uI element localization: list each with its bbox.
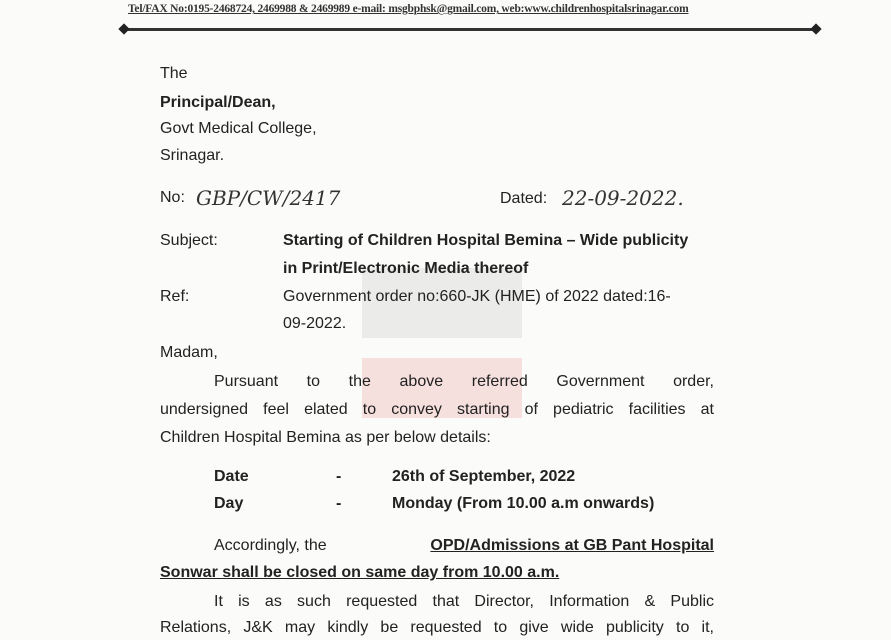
para-line: undersigned feel elated to convey starting of pediatric facilities at <box>160 401 714 418</box>
address-line: Srinagar. <box>160 147 225 164</box>
para-line: Children Hospital Bemina as per below details: <box>160 429 491 446</box>
detail-sep: - <box>336 495 342 512</box>
para-emphasis: OPD/Admissions at GB Pant Hospital <box>430 537 714 554</box>
detail-value: 26th of September, 2022 <box>392 468 576 485</box>
no-label: No: <box>160 189 185 206</box>
address-line: The <box>160 65 188 82</box>
detail-value: Monday (From 10.00 a.m onwards) <box>392 495 655 512</box>
ref-line: Government order no:660-JK (HME) of 2022 dated:16- <box>283 288 671 305</box>
detail-label: Date <box>214 468 249 485</box>
para-emphasis: Sonwar shall be closed on same day from 10.00 a.m. <box>160 564 560 581</box>
dated-label: Dated: <box>500 190 548 207</box>
para-line <box>214 536 714 556</box>
ref-label: Ref: <box>160 288 190 305</box>
salutation: Madam, <box>160 344 218 361</box>
para-line: Pursuant to the above referred Government order, <box>214 373 714 390</box>
dated-value: 22-09-2022. <box>562 186 684 210</box>
no-value: GBP/CW/2417 <box>196 186 341 210</box>
letterhead-contact: Tel/FAX No:0195-2468724, 2469988 & 2469989 e-mail: msgbphsk@gmail.com, web:www.childrenhospitalsrinagar.com <box>128 3 689 15</box>
address-line: Govt Medical College, <box>160 120 317 137</box>
para-line: It is as such requested that Director, Information & Public <box>214 593 714 610</box>
ref-line: 09-2022. <box>283 315 347 332</box>
subject-line: in Print/Electronic Media thereof <box>283 260 529 277</box>
subject-line: Starting of Children Hospital Bemina – Wide publicity <box>283 232 689 249</box>
para-lead: Accordingly, the <box>214 537 327 554</box>
para-line: Relations, J&K may kindly be requested to give wide publicity to it, <box>160 619 714 636</box>
detail-sep: - <box>336 468 342 485</box>
header-divider <box>124 28 816 31</box>
address-line: Principal/Dean, <box>160 94 276 111</box>
detail-label: Day <box>214 495 244 512</box>
subject-label: Subject: <box>160 232 218 249</box>
